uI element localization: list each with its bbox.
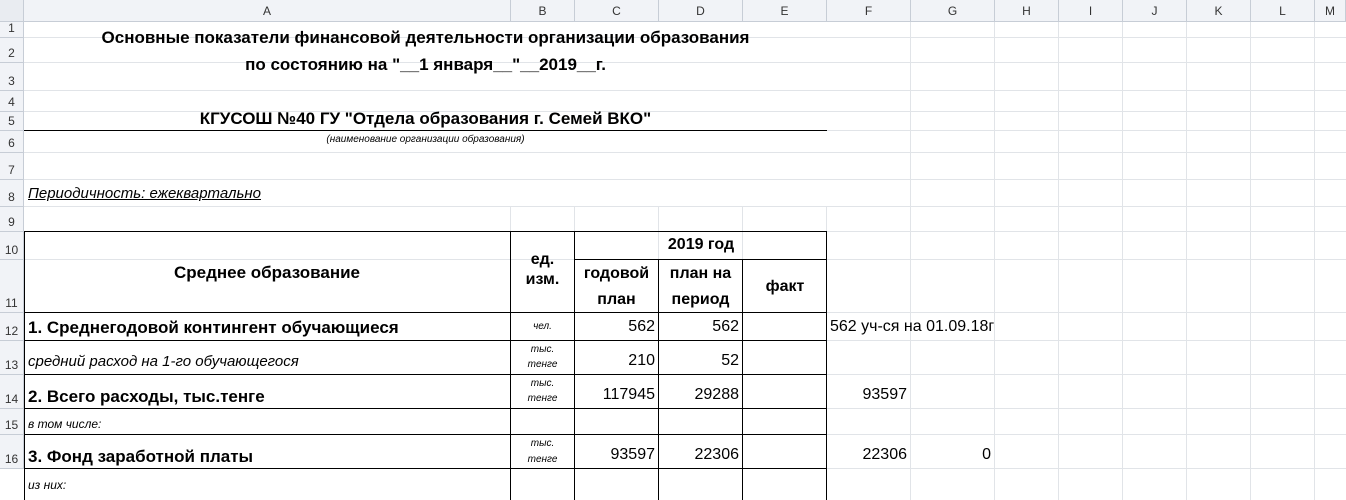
column-header-c[interactable]: C <box>575 0 659 22</box>
table-border <box>24 340 827 341</box>
merged-cell-area <box>24 91 827 111</box>
merged-cell-area <box>24 153 827 179</box>
column-header-a[interactable]: A <box>24 0 511 22</box>
periodicity-label: Периодичность: ежеквартально <box>28 185 261 202</box>
column-header-i[interactable]: I <box>1059 0 1123 22</box>
gridline-vertical <box>910 22 911 500</box>
row-header-15[interactable]: 15 <box>0 409 24 435</box>
table-border <box>575 259 827 260</box>
column-header-f[interactable]: F <box>827 0 911 22</box>
row15-period: 22306 <box>694 446 739 463</box>
row15-unit-line2: тенге <box>527 454 558 465</box>
gridline-vertical <box>1250 22 1251 500</box>
row-header-3[interactable]: 3 <box>0 63 24 91</box>
row11-period: 562 <box>712 318 739 335</box>
row12-unit-line2: тенге <box>527 359 558 370</box>
row11-label: 1. Среднегодовой контингент обучающиеся <box>28 318 399 337</box>
row-header-4[interactable]: 4 <box>0 91 24 112</box>
gridline-vertical <box>1058 22 1059 500</box>
table-border <box>24 468 827 469</box>
gridline-vertical <box>994 22 995 500</box>
row15-annual: 93597 <box>610 446 655 463</box>
column-header-k[interactable]: K <box>1187 0 1251 22</box>
table-border <box>24 312 827 313</box>
row-header-2[interactable]: 2 <box>0 38 24 63</box>
gridline-vertical <box>1314 22 1315 500</box>
row-header-8[interactable]: 8 <box>0 180 24 207</box>
header-unit-line1: ед. <box>530 251 555 268</box>
row12-period: 52 <box>721 352 739 369</box>
row13-period: 29288 <box>694 386 739 403</box>
table-border <box>24 130 827 131</box>
row13-annual: 117945 <box>602 386 655 403</box>
title-line-1: Основные показатели финансовой деятельности организации образования <box>101 28 750 47</box>
row-header-14[interactable]: 14 <box>0 375 24 409</box>
header-section-title: Среднее образование <box>173 263 360 282</box>
org-name: КГУСОШ №40 ГУ "Отдела образования г. Семей ВКО" <box>199 109 652 128</box>
row12-unit-line1: тыс. <box>530 344 555 355</box>
column-header-g[interactable]: G <box>911 0 995 22</box>
row-header-9[interactable]: 9 <box>0 207 24 232</box>
table-border <box>24 434 827 435</box>
row11-annual: 562 <box>628 318 655 335</box>
row-header-11[interactable]: 11 <box>0 260 24 313</box>
header-period-line2: период <box>671 291 730 308</box>
header-annual-line1: годовой <box>583 265 650 282</box>
row15-col-f: 22306 <box>862 446 907 463</box>
header-unit-line2: изм. <box>525 271 560 288</box>
row-header-6[interactable]: 6 <box>0 131 24 153</box>
row-header-1[interactable]: 1 <box>0 22 24 38</box>
row13-unit-line1: тыс. <box>530 378 555 389</box>
row11-note: 562 уч-ся на 01.09.18г <box>830 318 995 335</box>
title-line-2: по состоянию на "__1 января__"__2019__г. <box>245 55 606 74</box>
row11-unit: чел. <box>533 321 552 332</box>
row13-label: 2. Всего расходы, тыс.тенге <box>28 387 265 406</box>
header-year: 2019 год <box>667 236 735 253</box>
row14-label: в том числе: <box>28 417 102 431</box>
table-border <box>24 408 827 409</box>
row12-label: средний расход на 1-го обучающегося <box>28 353 299 370</box>
row-header-13[interactable]: 13 <box>0 341 24 375</box>
column-header-l[interactable]: L <box>1251 0 1315 22</box>
org-caption: (наименование организации образования) <box>326 134 525 145</box>
row15-col-g: 0 <box>982 446 991 463</box>
row-header-16[interactable]: 16 <box>0 435 24 469</box>
column-header-j[interactable]: J <box>1123 0 1187 22</box>
select-all-corner[interactable] <box>0 0 24 22</box>
row16-label: из них: <box>28 478 67 492</box>
row15-label: 3. Фонд заработной платы <box>28 447 254 466</box>
row-header-10[interactable]: 10 <box>0 232 24 260</box>
gridline-horizontal <box>24 206 1346 207</box>
column-header-m[interactable]: M <box>1315 0 1346 22</box>
table-border <box>24 374 827 375</box>
row13-col-f: 93597 <box>862 386 907 403</box>
row12-annual: 210 <box>628 352 655 369</box>
gridline-vertical <box>1122 22 1123 500</box>
column-header-b[interactable]: B <box>511 0 575 22</box>
header-annual-line2: план <box>597 291 636 308</box>
row-header-7[interactable]: 7 <box>0 153 24 180</box>
row-header-5[interactable]: 5 <box>0 112 24 131</box>
column-header-e[interactable]: E <box>743 0 827 22</box>
row-header-12[interactable]: 12 <box>0 313 24 341</box>
row13-unit-line2: тенге <box>527 393 558 404</box>
row15-unit-line1: тыс. <box>530 438 555 449</box>
header-period-line1: план на <box>669 265 732 282</box>
header-fact: факт <box>765 278 805 295</box>
column-header-h[interactable]: H <box>995 0 1059 22</box>
column-header-d[interactable]: D <box>659 0 743 22</box>
gridline-vertical <box>1186 22 1187 500</box>
table-border <box>24 231 827 232</box>
